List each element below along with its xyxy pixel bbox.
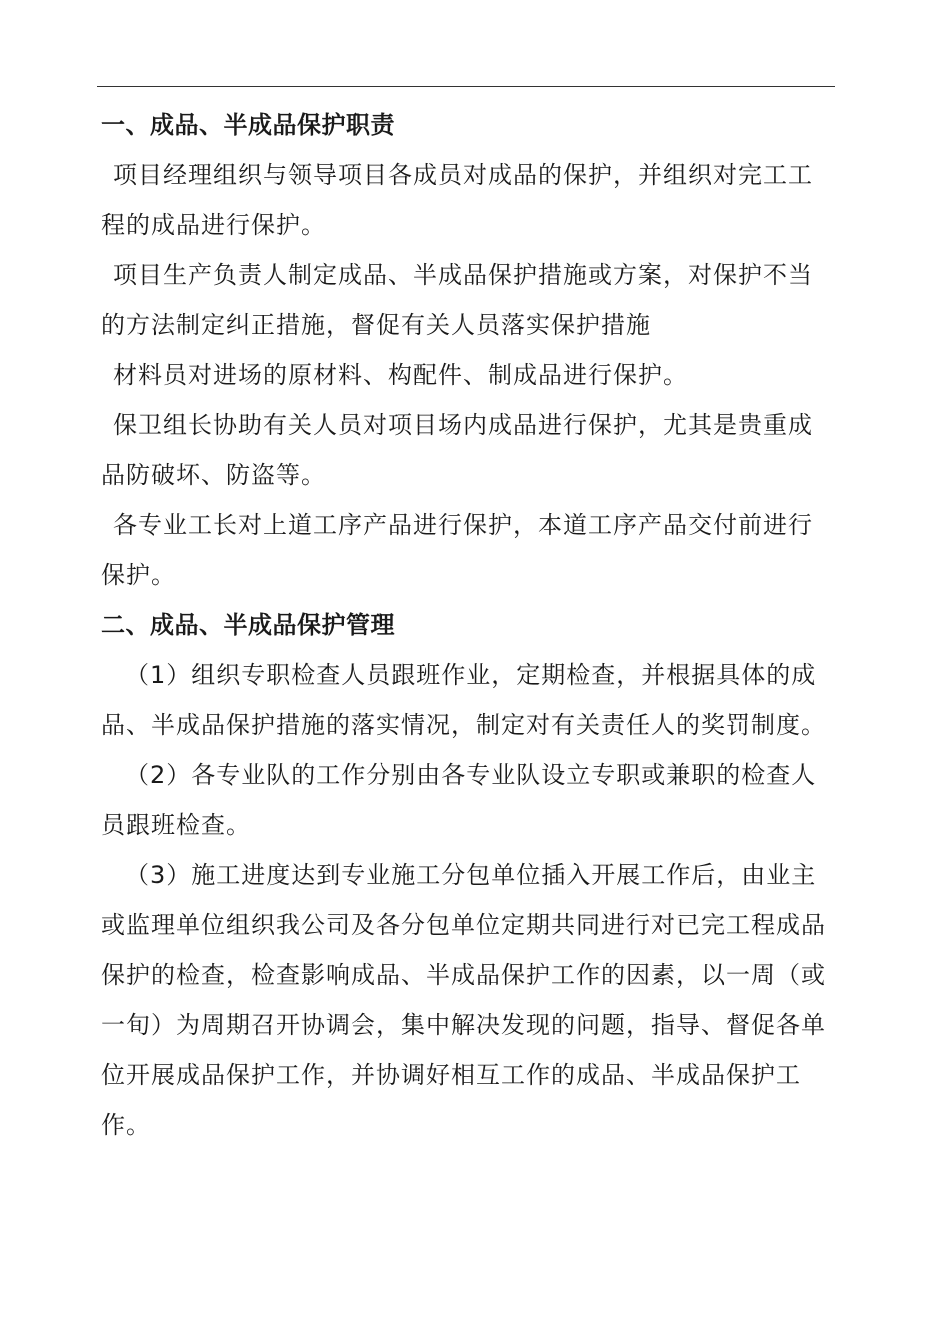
section-2-paragraph-1: （1）组织专职检查人员跟班作业，定期检查，并根据具体的成品、半成品保护措施的落实情况，制定对有关责任人的奖罚制度。 [101,661,826,739]
section-2-heading: 二、成品、半成品保护管理 [101,611,395,639]
section-1-paragraph-3: 材料员对进场的原材料、构配件、制成品进行保护。 [113,361,688,389]
section-1-paragraph-1: 项目经理组织与领导项目各成员对成品的保护，并组织对完工工程的成品进行保护。 [101,161,813,239]
section-2-paragraph-2: （2）各专业队的工作分别由各专业队设立专职或兼职的检查人员跟班检查。 [101,761,817,839]
section-1-paragraph-2: 项目生产负责人制定成品、半成品保护措施或方案，对保护不当的方法制定纠正措施，督促有关人员落实保护措施 [101,261,813,339]
section-1-heading: 一、成品、半成品保护职责 [101,111,395,139]
section-1-paragraph-4: 保卫组长协助有关人员对项目场内成品进行保护，尤其是贵重成品防破坏、防盗等。 [101,411,813,489]
header-rule [97,86,835,87]
section-2-paragraph-3: （3）施工进度达到专业施工分包单位插入开展工作后，由业主或监理单位组织我公司及各分包单位定期共同进行对已完工程成品保护的检查，检查影响成品、半成品保护工作的因素，以一周（或一旬）为周期召开协调会，集中解决发现的问题，指导、督促各单位开展成品保护工作，并协调好相互工作的成品、半成品保护工作。 [101,861,826,1139]
document-body [101,100,829,1150]
section-1-paragraph-5: 各专业工长对上道工序产品进行保护，本道工序产品交付前进行保护。 [101,511,813,589]
